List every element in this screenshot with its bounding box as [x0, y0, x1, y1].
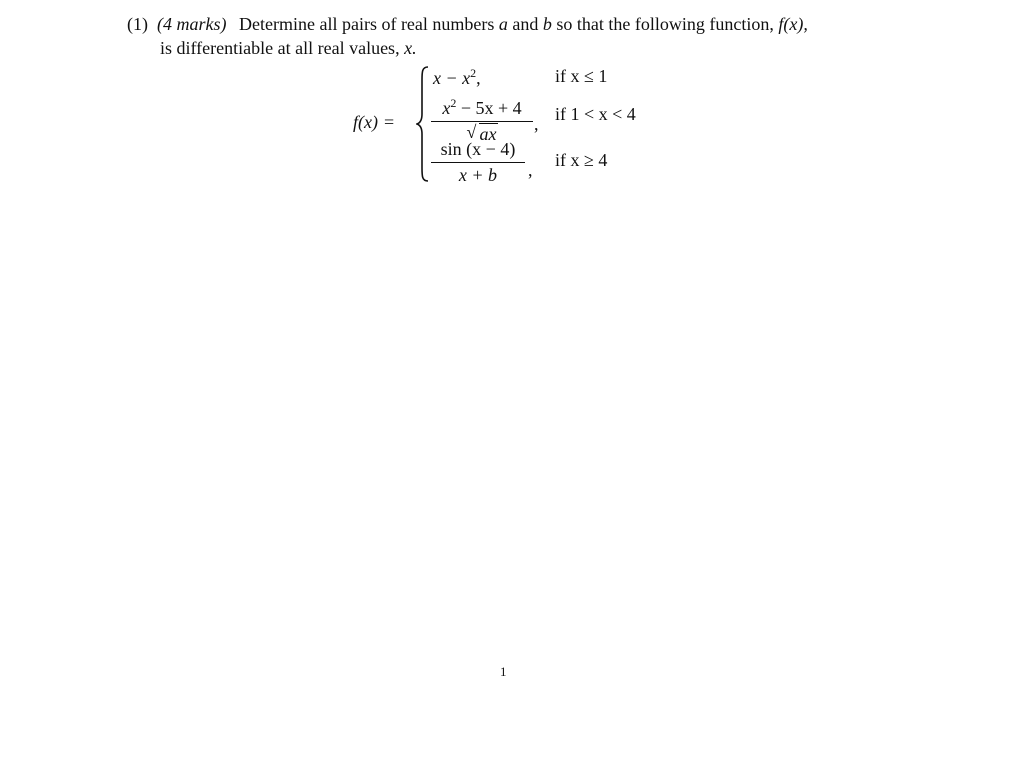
case-3-numerator: sin (x − 4): [440, 139, 516, 159]
problem-number: (1): [127, 14, 148, 34]
problem-text-1: Determine all pairs of real numbers: [239, 14, 495, 34]
page-number: 1: [500, 664, 507, 679]
case-3-fraction-bar: [431, 162, 525, 163]
and-word: and: [512, 14, 539, 34]
variable-x: x.: [404, 38, 417, 58]
case-3-denominator: x + b: [458, 165, 498, 185]
problem-line-1: [127, 12, 927, 36]
problem-text-3: is differentiable at all real values,: [160, 38, 400, 58]
case-1-comma: ,: [476, 68, 481, 88]
equals-sign: =: [383, 112, 395, 132]
piecewise-function: [353, 64, 693, 184]
case-1-exponent: 2: [470, 66, 477, 80]
left-brace: [416, 66, 430, 182]
case-2-condition: if 1 < x < 4: [555, 104, 636, 124]
sqrt-argument: ax: [479, 124, 497, 144]
function-name: f(x),: [778, 14, 808, 34]
function-lhs: [353, 112, 394, 133]
case-2-num-tail: − 5x + 4: [456, 98, 522, 118]
sqrt-icon: √: [466, 122, 477, 142]
lhs-function: f(x): [353, 112, 378, 132]
case-3-fraction: [431, 138, 525, 186]
case-2-num-exponent: 2: [450, 96, 457, 110]
case-3-condition: if x ≥ 4: [555, 150, 608, 170]
case-2-fraction-bar: [431, 121, 533, 122]
variable-a: a: [498, 14, 508, 34]
problem-text-2: so that the following function,: [556, 14, 774, 34]
case-2-comma: ,: [534, 114, 539, 134]
case-2-numerator: [431, 92, 533, 119]
problem-line-2: [127, 36, 927, 60]
case-3-comma: ,: [528, 160, 533, 180]
problem-statement: [127, 12, 927, 60]
problem-marks: (4 marks): [157, 14, 227, 34]
case-1-expression: [433, 66, 481, 89]
case-1-base: x − x: [433, 68, 471, 88]
case-1-condition: if x ≤ 1: [555, 66, 608, 86]
variable-b: b: [542, 14, 552, 34]
case-2-num-x: x: [442, 98, 451, 118]
